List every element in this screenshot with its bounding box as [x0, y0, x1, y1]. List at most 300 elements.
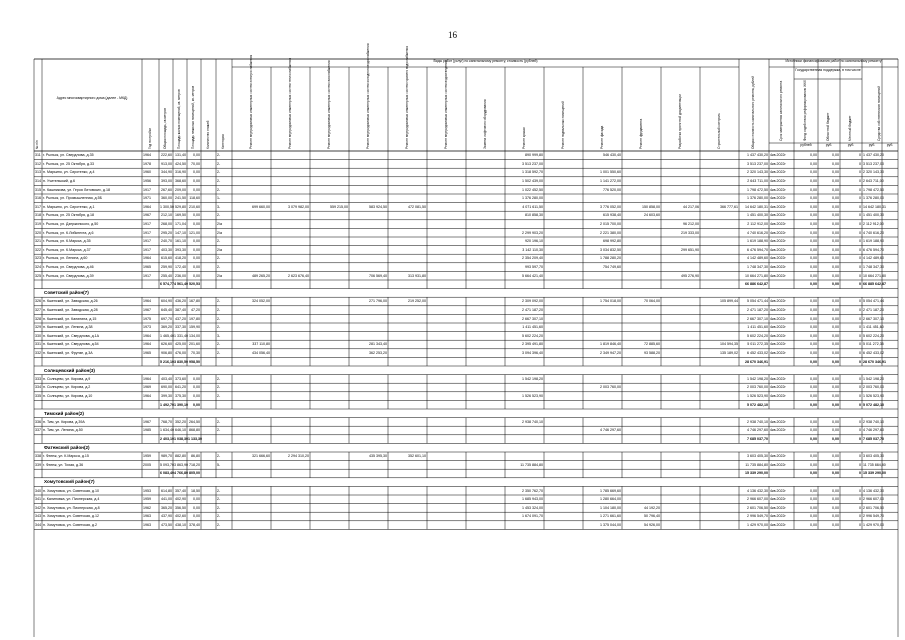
row-total-cost: 10 664 271,80 [745, 273, 768, 278]
row-owners: 4 746 297,60 [863, 428, 884, 433]
row-address: г. Фатеж, ул. Тихая, д.36 [43, 462, 84, 467]
row-total-cost: 6 452 433,02 [747, 351, 768, 355]
row-area-nonres: 0,00 [193, 179, 200, 183]
row-municipal: 0 [859, 454, 861, 459]
header-municipal: Местный бюджет [848, 115, 852, 141]
row-deadline: 4кв.2022г [770, 196, 786, 201]
row-area-dwelling: 169,50 [175, 213, 186, 218]
row-address: г. Рыльск, ул. Свердлова, д.39 [43, 273, 94, 278]
row-area-nonres: 0,00 [193, 385, 200, 390]
row-deadline: 4кв.2022г [770, 179, 786, 183]
row-number: 311 [35, 153, 41, 158]
row-category: 3- [217, 204, 221, 209]
row-municipal: 0 [859, 265, 861, 269]
row-area-dwelling: 356,50 [175, 505, 186, 510]
row-municipal: 0 [859, 308, 861, 312]
total-cost: 28 670 346,91 [745, 359, 768, 364]
row-municipal: 0 [859, 213, 861, 218]
header-work-4: Ремонт внутридомовых инженерных систем горячего водоснабжения [404, 45, 409, 149]
row-area-nonres: 0,00 [193, 273, 200, 278]
row-number: 329 [35, 325, 41, 330]
row-deadline: 4кв.2022г [770, 385, 786, 390]
row-area-total: 1 465,40 [160, 333, 174, 338]
row-area-nonres: 159,90 [189, 325, 200, 330]
row-area-dwelling: 476,00 [175, 351, 186, 355]
header-deadline: Срок завершения капитального ремонта [778, 80, 783, 141]
row-owners: 2 966 607,00 [863, 497, 884, 502]
row-regional: 0,00 [832, 247, 839, 252]
row-work-7: 1 022 452,50 [522, 187, 543, 192]
row-regional: 0,00 [832, 161, 839, 166]
total-area-nonres: 520,53 [189, 282, 200, 287]
district-heading: Солнцевский район(3) [44, 367, 95, 373]
row-total-cost: 2 471 187,20 [747, 308, 768, 312]
row-fund: 0,00 [810, 204, 817, 209]
row-area-dwelling: 368,60 [175, 179, 186, 183]
row-regional: 0,00 [832, 204, 839, 209]
header-address: Адрес многоквартирного дома (далее - МКД) [56, 96, 128, 100]
row-area-nonres: 210,60 [189, 204, 200, 209]
row-owners: 3 603 405,30 [863, 454, 884, 459]
row-work-0: 321 666,60 [252, 454, 270, 459]
row-area-dwelling: 375,30 [175, 394, 186, 398]
row-work-7: 810 858,30 [525, 213, 543, 218]
header-unit-0: рублей [800, 143, 812, 147]
row-regional: 0,00 [832, 299, 839, 304]
row-work-7: 4 071 611,50 [522, 204, 543, 209]
row-work-7: 2 471 187,20 [522, 308, 543, 312]
row-year: 1960 [143, 170, 151, 175]
row-year: 1978 [143, 161, 151, 166]
header-area-total: Общая площадь, кв.метров [163, 108, 167, 149]
row-category: 2- [217, 213, 221, 218]
row-owners: 1 437 430,20 [863, 153, 884, 158]
row-area-total: 614,80 [161, 488, 172, 493]
row-owners: 2 938 740,10 [863, 419, 884, 424]
row-address: п. Кшенский, ул. Заводская, д.26 [43, 299, 98, 304]
row-work-7: 1 376 280,00 [522, 196, 543, 201]
total-area-total: 1 492,70 [160, 402, 174, 407]
total-fund: 0,00 [810, 402, 817, 407]
row-category: 2- [217, 505, 221, 510]
row-category: 5- [217, 462, 221, 467]
row-work-7: 5 602 224,20 [522, 333, 543, 338]
row-fund: 0,00 [810, 351, 817, 355]
row-regional: 0,00 [832, 394, 839, 398]
row-address: г. Фатеж, ул. К.Маркса, д.15 [43, 454, 89, 459]
row-area-dwelling: 418,20 [175, 256, 186, 261]
row-area-total: 1 300,50 [160, 204, 174, 209]
row-regional: 0,00 [832, 196, 839, 201]
total-fund: 0,00 [810, 282, 817, 287]
row-work-11: 44 217,06 [683, 204, 699, 209]
row-owners: 14 642 180,31 [863, 204, 886, 209]
row-regional: 0,00 [832, 419, 839, 424]
row-total-cost: 3 603 405,30 [747, 454, 768, 459]
row-regional: 0,00 [832, 308, 839, 312]
row-work-0: 337 110,80 [252, 342, 270, 347]
row-deadline: 4кв.2022г [770, 187, 786, 192]
row-owners: 5 602 224,20 [863, 333, 884, 338]
row-area-dwelling: 161,10 [175, 239, 186, 244]
row-work-0: 434 056,40 [252, 351, 270, 355]
row-address: п. Кшенский, ул. Свердлова, д.54 [43, 342, 99, 347]
row-fund: 0,00 [810, 153, 817, 158]
row-work-9: 1 001 550,60 [600, 170, 621, 175]
row-fund: 0,00 [810, 265, 817, 269]
row-deadline: 4кв.2022г [770, 325, 786, 330]
row-deadline: 4кв.2022г [770, 497, 786, 502]
row-year: 1964 [143, 394, 151, 398]
row-fund: 0,00 [810, 316, 817, 321]
row-area-dwelling: 316,90 [175, 170, 186, 175]
row-work-12: 104 594,35 [720, 342, 738, 347]
row-category: 2- [217, 497, 221, 502]
district-heading: Тимский район(2) [44, 410, 84, 416]
row-area-dwelling: 424,50 [175, 161, 186, 166]
row-fund: 0,00 [810, 247, 817, 252]
row-work-9: 3 776 052,00 [600, 204, 621, 209]
row-year: 1965 [143, 265, 151, 269]
row-category: 2/a [217, 247, 222, 252]
row-deadline: 4кв.2022г [770, 161, 786, 166]
row-area-total: 403,40 [161, 376, 172, 381]
row-municipal: 0 [859, 256, 861, 261]
total-regional: 0,00 [832, 471, 839, 476]
row-number: 340 [35, 488, 41, 493]
row-address: п. Марьино, ул. Сиротенко, д.4 [43, 170, 95, 175]
row-deadline: 4кв.2022г [770, 239, 786, 244]
row-year: 1975 [143, 316, 151, 321]
row-category: 2- [217, 351, 221, 355]
row-area-dwelling: 402,90 [175, 497, 186, 502]
row-work-9: 776 520,00 [603, 187, 621, 192]
row-work-9: 1 280 664,00 [600, 497, 621, 502]
row-address: п. Учительский, д.6 [43, 179, 76, 183]
row-total-cost: 4 740 616,20 [747, 230, 768, 235]
row-total-cost: 5 011 272,35 [747, 342, 768, 347]
row-category: 2/a [217, 273, 222, 278]
row-municipal: 0 [859, 222, 861, 226]
header-work-7: Ремонт крыши [521, 127, 526, 149]
row-work-11: 299 651,90 [681, 247, 699, 252]
row-work-12: 105 899,44 [720, 299, 738, 304]
header-work-6: Замена лифтового оборудования [482, 99, 487, 149]
row-fund: 0,00 [810, 376, 817, 381]
row-fund: 0,00 [810, 196, 817, 201]
row-municipal: 0 [859, 505, 861, 510]
row-number: 341 [35, 497, 41, 502]
row-area-dwelling: 425,00 [175, 342, 186, 347]
total-fund: 0,00 [810, 437, 817, 441]
row-area-dwelling: 882,80 [175, 454, 186, 459]
row-address: п. Кшенский, ул. Заводская, д.28 [43, 308, 98, 312]
total-cost: 15 339 290,00 [745, 471, 768, 476]
header-work-11: Разработка проектной документации [677, 94, 682, 149]
row-fund: 0,00 [810, 179, 817, 183]
row-area-nonres: 264,50 [189, 419, 200, 424]
row-total-cost: 2 643 711,00 [747, 179, 768, 183]
row-owners: 1 619 188,90 [863, 239, 884, 244]
row-address: п. Солнцево, ул. Кирова, д.9 [43, 376, 91, 381]
header-work-10: Ремонт фундамента [638, 118, 643, 149]
row-work-7: 2 667 307,10 [522, 316, 543, 321]
row-year: 1963 [143, 523, 151, 527]
row-area-nonres: 118,60 [189, 196, 200, 201]
row-address: с. Калиновка, ул. Пионерская, д.4 [43, 497, 100, 502]
works-group-header: Виды работ (услуг) по капитальному ремонту, стоимость (рублей) [433, 59, 538, 63]
row-work-10: 44 192,20 [644, 505, 660, 510]
row-owners: 1 798 472,50 [863, 187, 884, 192]
total-fund: 0,00 [810, 359, 817, 364]
row-area-dwelling: 437,20 [175, 316, 186, 321]
row-deadline: 4кв.2022г [770, 265, 786, 269]
total-municipal: 0 [859, 282, 861, 287]
row-area-total: 393,00 [161, 179, 172, 183]
row-category: 2- [217, 488, 221, 493]
row-fund: 0,00 [810, 342, 817, 347]
row-total-cost: 2 320 143,30 [747, 170, 768, 175]
row-area-nonres: 201,60 [189, 342, 200, 347]
row-fund: 0,00 [810, 299, 817, 304]
row-area-nonres: 0,00 [193, 222, 200, 226]
row-number: 321 [35, 239, 41, 244]
row-number: 337 [35, 428, 41, 433]
row-work-3: 271 796,00 [369, 299, 387, 304]
row-number: 320 [35, 230, 41, 235]
row-deadline: 4кв.2022г [770, 204, 786, 209]
row-fund: 0,00 [810, 454, 817, 459]
total-owners: 28 670 346,91 [863, 359, 886, 364]
row-total-cost: 2 601 706,50 [747, 505, 768, 510]
row-total-cost: 2 003 760,00 [747, 385, 768, 390]
row-area-total: 222,60 [161, 153, 172, 158]
row-owners: 10 664 271,80 [863, 273, 886, 278]
row-area-total: 441,00 [161, 497, 172, 502]
row-year: 1917 [143, 222, 151, 226]
row-address: п. Солнцево, ул. Кирова, д.2 [43, 385, 91, 390]
row-deadline: 4кв.2022г [770, 523, 786, 527]
row-regional: 0,00 [832, 187, 839, 192]
finance-group-header: Источники финансирования работ по капитальному ремонту [785, 59, 882, 63]
header-fund: Фонд содействия реформированию ЖКХ [803, 80, 807, 141]
row-municipal: 0 [859, 462, 861, 467]
row-category: 2- [217, 385, 221, 390]
row-work-3: 435 395,30 [369, 454, 387, 459]
row-deadline: 4кв.2022г [770, 428, 786, 433]
row-regional: 0,00 [832, 488, 839, 493]
row-year: 1959 [143, 497, 151, 502]
row-work-10: 50 796,40 [644, 514, 660, 519]
row-work-9: 1 788 280,20 [600, 256, 621, 261]
row-work-7: 2 354 209,40 [522, 256, 543, 261]
row-category: 2- [217, 419, 221, 424]
row-regional: 0,00 [832, 273, 839, 278]
row-number: 323 [35, 256, 41, 261]
row-area-total: 267,60 [161, 187, 172, 192]
row-address: г. Рыльск, ул. Свердлова, д.35 [43, 153, 94, 158]
row-area-nonres: 0,00 [193, 497, 200, 502]
row-area-nonres: 0,00 [193, 213, 200, 218]
row-year: 1917 [143, 239, 151, 244]
header-area-dwelling: Площадь жилых помещений, кв. метров [177, 89, 181, 149]
row-number: 324 [35, 265, 41, 269]
row-area-dwelling: 209,00 [175, 187, 186, 192]
capital-repair-table [34, 43, 898, 637]
row-fund: 0,00 [810, 385, 817, 390]
row-address: п. Кашникова, ул. Героя Литовских, д.18 [43, 187, 110, 192]
row-address: п. Хомутовка, ул. Советская, д.10 [43, 488, 100, 493]
row-total-cost: 1 798 472,50 [747, 187, 768, 192]
row-area-nonres: 86,80 [191, 454, 200, 459]
row-regional: 0,00 [832, 428, 839, 433]
header-work-12: Строительный контроль [716, 113, 721, 149]
row-category: 1- [217, 196, 221, 201]
row-owners: 6 452 433,02 [863, 351, 884, 355]
row-area-dwelling: 438,10 [175, 523, 186, 527]
row-fund: 0,00 [810, 308, 817, 312]
row-year: 1953 [143, 488, 151, 493]
row-deadline: 4кв.2022г [770, 376, 786, 381]
row-year: 1917 [143, 187, 151, 192]
row-area-dwelling: 646,10 [175, 428, 186, 433]
row-work-7: 920 196,10 [525, 239, 543, 244]
page-number: 16 [448, 30, 457, 40]
row-owners: 4 142 489,60 [863, 256, 884, 261]
row-work-10: 150 858,00 [642, 204, 660, 209]
row-owners: 1 411 451,60 [863, 325, 884, 330]
row-year: 1964 [143, 153, 151, 158]
row-area-nonres: 0,00 [193, 170, 200, 175]
row-fund: 0,00 [810, 488, 817, 493]
row-area-total: 1 634,40 [160, 428, 174, 433]
row-area-total: 690,00 [161, 385, 172, 390]
row-number: 344 [35, 523, 41, 527]
row-area-total: 437,90 [161, 514, 172, 519]
row-deadline: 4кв.2022г [770, 230, 786, 235]
row-area-total: 5 093,70 [160, 462, 174, 467]
row-category: 2- [217, 514, 221, 519]
row-work-7: 2 309 092,00 [522, 299, 543, 304]
row-area-total: 645,40 [161, 308, 172, 312]
row-work-9: 546 430,40 [603, 153, 621, 158]
total-cost: 66 886 642,87 [745, 282, 768, 287]
row-fund: 0,00 [810, 256, 817, 261]
row-area-dwelling: 147,10 [175, 230, 186, 235]
row-total-cost: 1 748 347,30 [747, 265, 768, 269]
row-work-9: 698 992,80 [603, 239, 621, 244]
row-area-total: 295,20 [161, 230, 172, 235]
row-number: 339 [35, 462, 41, 467]
row-year: 1967 [143, 419, 151, 424]
row-area-total: 626,60 [161, 342, 172, 347]
row-fund: 0,00 [810, 394, 817, 398]
row-area-dwelling: 171,04 [175, 222, 186, 226]
row-year: 1956 [143, 179, 151, 183]
row-work-7: 1 502 439,00 [522, 179, 543, 183]
row-address: г. Рыльск, ул. Ленина, д.60 [43, 256, 88, 261]
row-address: г. Рыльск, ул. 25 Октября, д.33 [43, 161, 95, 166]
row-number: 343 [35, 514, 41, 519]
row-work-9: 1 819 846,40 [600, 342, 621, 347]
row-deadline: 4кв.2022г [770, 170, 786, 175]
header-work-8: Ремонт подвальных помещений [560, 101, 565, 149]
row-area-nonres: 0,00 [193, 256, 200, 261]
row-municipal: 0 [859, 342, 861, 347]
total-area-dwelling: 1 390,10 [174, 402, 188, 407]
row-total-cost: 5 602 224,20 [747, 333, 768, 338]
row-category: 2/a [217, 230, 222, 235]
row-owners: 1 542 198,20 [863, 376, 884, 381]
row-regional: 0,00 [832, 505, 839, 510]
row-work-12: 366 777,61 [720, 204, 738, 209]
row-work-9: 3 034 832,50 [600, 247, 621, 252]
row-category: 3- [217, 333, 221, 338]
row-deadline: 4кв.2022г [770, 247, 786, 252]
row-area-total: 989,70 [161, 454, 172, 459]
row-municipal: 0 [859, 316, 861, 321]
row-fund: 0,00 [810, 514, 817, 519]
row-area-total: 697,70 [161, 316, 172, 321]
row-work-7: 1 674 091,70 [522, 514, 543, 519]
row-municipal: 0 [859, 230, 861, 235]
row-area-nonres: 121,00 [189, 230, 200, 235]
row-address: г. Рыльск, ул. Промышленная, д.5Б [43, 196, 102, 201]
row-area-nonres: 70,00 [191, 161, 200, 166]
row-regional: 0,00 [832, 170, 839, 175]
row-work-9: 754 749,60 [603, 265, 621, 269]
row-work-7: 3 142 110,30 [522, 247, 543, 252]
row-regional: 0,00 [832, 385, 839, 390]
row-work-4: 219 252,00 [408, 299, 426, 304]
total-area-dwelling: 4 561,40 [174, 282, 188, 287]
row-deadline: 4кв.2022г [770, 316, 786, 321]
row-work-4: 352 601,10 [408, 454, 426, 459]
row-address: п. Кшенский, ул. Фрунзе, д.3А [43, 351, 93, 355]
row-category: 2- [217, 265, 221, 269]
header-unit-4: руб. [886, 143, 894, 147]
row-owners: 2 601 706,50 [863, 505, 884, 510]
row-year: 1969 [143, 385, 151, 390]
row-work-9: 2 349 947,20 [600, 351, 621, 355]
row-municipal: 0 [859, 273, 861, 278]
row-area-total: 906,80 [161, 351, 172, 355]
row-work-7: 1 453 324,00 [522, 505, 543, 510]
row-work-3: 583 924,50 [369, 204, 387, 209]
row-area-nonres: 18,50 [191, 488, 200, 493]
row-year: 2005 [143, 462, 151, 467]
row-municipal: 0 [859, 153, 861, 158]
row-deadline: 4кв.2022г [770, 488, 786, 493]
row-work-3: 706 569,40 [369, 273, 387, 278]
row-area-dwelling: 373,60 [175, 376, 186, 381]
row-area-dwelling: 436,20 [175, 299, 186, 304]
row-owners: 4 740 616,20 [863, 230, 884, 235]
total-area-total: 2 403,10 [160, 437, 174, 441]
row-area-nonres: 197,80 [189, 316, 200, 321]
row-area-dwelling: 172,40 [175, 265, 186, 269]
row-regional: 0,00 [832, 454, 839, 459]
row-area-nonres: 0,00 [193, 394, 200, 398]
total-municipal: 0 [859, 402, 861, 407]
row-total-cost: 1 429 970,00 [747, 523, 768, 527]
row-fund: 0,00 [810, 523, 817, 527]
row-owners: 6 476 594,70 [863, 247, 884, 252]
row-address: п. Марьино, ул. Сиротенко, д.1 [43, 204, 95, 209]
row-area-nonres: 0,00 [193, 514, 200, 519]
header-regional: Областной бюджет [826, 112, 830, 141]
row-work-3: 281 343,40 [369, 342, 387, 347]
